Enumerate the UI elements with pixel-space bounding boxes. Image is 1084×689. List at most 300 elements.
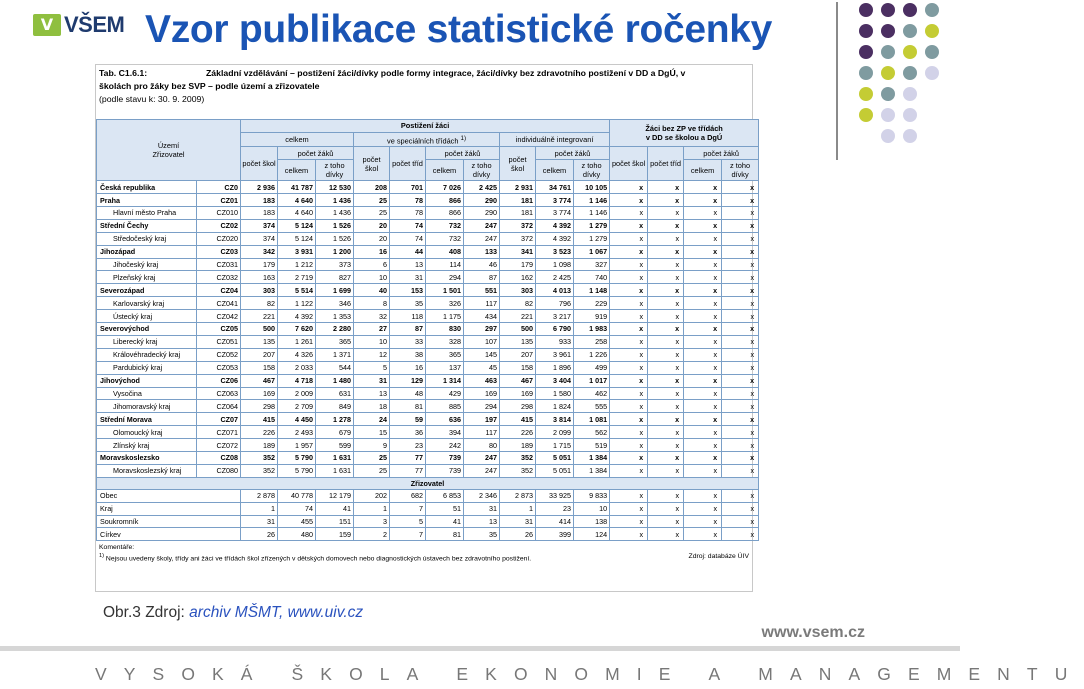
founder-name-cell: Obec	[97, 489, 241, 502]
decorative-dot	[859, 87, 873, 101]
table-title-line1: Základní vzdělávání – postižení žáci/dívky podle formy integrace, žáci/dívky bez zdravotního postižení v DD a DgÚ, v	[206, 68, 686, 78]
value-cell: 163	[241, 271, 278, 284]
value-cell: x	[722, 426, 759, 439]
region-code-cell: CZ051	[197, 335, 241, 348]
value-cell: 346	[316, 297, 354, 310]
header-pupil-count: počet žáků	[278, 147, 354, 160]
value-cell: x	[722, 310, 759, 323]
header-school-count: počet škol	[610, 147, 648, 181]
value-cell: 4 013	[536, 284, 574, 297]
value-cell: 434	[464, 310, 500, 323]
decorative-dot-grid	[849, 0, 949, 150]
table-code: Tab. C1.6.1:	[99, 68, 148, 78]
value-cell: x	[684, 245, 722, 258]
value-cell: 328	[426, 335, 464, 348]
table-heading	[96, 65, 752, 119]
decorative-dot	[903, 87, 917, 101]
value-cell: 298	[500, 400, 536, 413]
value-cell: 5 051	[536, 451, 574, 464]
value-cell: 1 631	[316, 451, 354, 464]
value-cell: 3 774	[536, 194, 574, 207]
table-row	[97, 361, 759, 374]
value-cell: 4 392	[278, 310, 316, 323]
value-cell: 4 392	[536, 232, 574, 245]
decorative-dot	[859, 3, 873, 17]
value-cell: x	[722, 323, 759, 336]
table-row	[97, 181, 759, 194]
value-cell: x	[722, 245, 759, 258]
table-row	[97, 502, 759, 515]
value-cell: 1 081	[574, 413, 610, 426]
value-cell: 1 580	[536, 387, 574, 400]
value-cell: 41 787	[278, 181, 316, 194]
value-cell: 181	[500, 207, 536, 220]
header-school-count: počet škol	[500, 147, 536, 181]
value-cell: x	[648, 348, 684, 361]
value-cell: 226	[241, 426, 278, 439]
value-cell: 399	[536, 528, 574, 541]
founder-rows	[97, 489, 759, 541]
region-code-cell: CZ041	[197, 297, 241, 310]
value-cell: 179	[241, 258, 278, 271]
value-cell: x	[648, 400, 684, 413]
value-cell: 31	[464, 502, 500, 515]
value-cell: x	[684, 181, 722, 194]
value-cell: x	[722, 528, 759, 541]
region-name-cell: Jihovýchod	[97, 374, 197, 387]
value-cell: x	[722, 297, 759, 310]
table-row	[97, 489, 759, 502]
footnote: $^{1)}$ Nejsou uvedeny školy, třídy ani žáci ve třídách škol zřízených v dětských domovech nebo diagnostických ústavech bez zdravotního postižení. Zdroj: databáze ÚIV	[99, 553, 749, 563]
value-cell: x	[722, 258, 759, 271]
value-cell: 394	[426, 426, 464, 439]
decorative-dot	[859, 66, 873, 80]
decorative-dot	[925, 3, 939, 17]
value-cell: x	[648, 297, 684, 310]
value-cell: 247	[464, 451, 500, 464]
region-code-cell: CZ06	[197, 374, 241, 387]
value-cell: x	[610, 323, 648, 336]
value-cell: 2 493	[278, 426, 316, 439]
region-code-cell: CZ04	[197, 284, 241, 297]
header-total: celkem	[536, 160, 574, 181]
value-cell: 59	[390, 413, 426, 426]
value-cell: 1 067	[574, 245, 610, 258]
footer-school-name: VYSOKÁ ŠKOLA EKONOMIE A MANAGEMENTU	[95, 664, 1084, 684]
value-cell: 739	[426, 451, 464, 464]
value-cell: 9 833	[574, 489, 610, 502]
region-code-cell: CZ064	[197, 400, 241, 413]
value-cell: 1 699	[316, 284, 354, 297]
value-cell: 208	[354, 181, 390, 194]
value-cell: x	[684, 207, 722, 220]
value-cell: x	[648, 528, 684, 541]
value-cell: 1 526	[316, 232, 354, 245]
value-cell: 3 814	[536, 413, 574, 426]
table-row	[97, 232, 759, 245]
value-cell: 303	[500, 284, 536, 297]
region-code-cell: CZ05	[197, 323, 241, 336]
value-cell: 1 200	[316, 245, 354, 258]
value-cell: 153	[390, 284, 426, 297]
value-cell: 374	[241, 219, 278, 232]
value-cell: 33 925	[536, 489, 574, 502]
value-cell: 1 122	[278, 297, 316, 310]
value-cell: 1 146	[574, 207, 610, 220]
value-cell: 41	[316, 502, 354, 515]
value-cell: 341	[500, 245, 536, 258]
value-cell: 169	[500, 387, 536, 400]
value-cell: 247	[464, 464, 500, 477]
value-cell: x	[722, 374, 759, 387]
value-cell: 183	[241, 194, 278, 207]
value-cell: x	[684, 426, 722, 439]
value-cell: 739	[426, 464, 464, 477]
decorative-dot	[881, 3, 895, 17]
value-cell: 26	[241, 528, 278, 541]
value-cell: x	[684, 323, 722, 336]
value-cell: x	[610, 335, 648, 348]
value-cell: 13	[390, 258, 426, 271]
value-cell: 701	[390, 181, 426, 194]
value-cell: 7	[390, 528, 426, 541]
value-cell: 365	[426, 348, 464, 361]
value-cell: 830	[426, 323, 464, 336]
value-cell: 1 017	[574, 374, 610, 387]
value-cell: x	[610, 219, 648, 232]
value-cell: 31	[241, 515, 278, 528]
value-cell: 682	[390, 489, 426, 502]
value-cell: 2 873	[500, 489, 536, 502]
slide-title: Vzor publikace statistické ročenky	[145, 8, 773, 51]
header-total: celkem	[278, 160, 316, 181]
value-cell: 81	[426, 528, 464, 541]
value-cell: 5 514	[278, 284, 316, 297]
value-cell: x	[648, 335, 684, 348]
value-cell: 20	[354, 219, 390, 232]
value-cell: 117	[464, 297, 500, 310]
decorative-dot	[903, 3, 917, 17]
value-cell: 5 124	[278, 219, 316, 232]
value-cell: 3 404	[536, 374, 574, 387]
table-row	[97, 374, 759, 387]
value-cell: 827	[316, 271, 354, 284]
value-cell: x	[610, 502, 648, 515]
value-cell: 919	[574, 310, 610, 323]
value-cell: x	[722, 413, 759, 426]
value-cell: 221	[500, 310, 536, 323]
value-cell: 24	[354, 413, 390, 426]
value-cell: 3	[354, 515, 390, 528]
value-cell: 226	[500, 426, 536, 439]
value-cell: x	[648, 310, 684, 323]
value-cell: 181	[500, 194, 536, 207]
region-name-cell: Olomoucký kraj	[97, 426, 197, 439]
value-cell: x	[722, 219, 759, 232]
value-cell: x	[648, 451, 684, 464]
value-cell: 158	[241, 361, 278, 374]
value-cell: 124	[574, 528, 610, 541]
value-cell: x	[684, 451, 722, 464]
region-name-cell: Jihomoravský kraj	[97, 400, 197, 413]
value-cell: 38	[390, 348, 426, 361]
value-cell: 372	[500, 219, 536, 232]
value-cell: 7	[390, 502, 426, 515]
value-cell: 10 105	[574, 181, 610, 194]
region-name-cell: Střední Morava	[97, 413, 197, 426]
region-name-cell: Severovýchod	[97, 323, 197, 336]
table-row	[97, 258, 759, 271]
header-special-classes: ve speciálních třídách $^{1)}$	[354, 132, 500, 146]
value-cell: 467	[241, 374, 278, 387]
value-cell: x	[610, 413, 648, 426]
value-cell: 189	[500, 439, 536, 452]
table-row	[97, 348, 759, 361]
decorative-dot	[859, 24, 873, 38]
value-cell: 679	[316, 426, 354, 439]
value-cell: 25	[354, 464, 390, 477]
value-cell: 41	[426, 515, 464, 528]
region-name-cell: Hlavní město Praha	[97, 207, 197, 220]
value-cell: 40	[354, 284, 390, 297]
founder-name-cell: Soukromník	[97, 515, 241, 528]
value-cell: 159	[316, 528, 354, 541]
value-cell: x	[648, 426, 684, 439]
value-cell: x	[610, 361, 648, 374]
value-cell: x	[684, 219, 722, 232]
value-cell: 1 480	[316, 374, 354, 387]
region-name-cell: Moravskoslezsko	[97, 451, 197, 464]
value-cell: 1 353	[316, 310, 354, 323]
value-cell: 162	[500, 271, 536, 284]
value-cell: x	[684, 284, 722, 297]
value-cell: x	[610, 528, 648, 541]
value-cell: 5	[390, 515, 426, 528]
value-cell: 636	[426, 413, 464, 426]
table-row	[97, 426, 759, 439]
value-cell: x	[722, 271, 759, 284]
value-cell: 82	[241, 297, 278, 310]
region-name-cell: Zlínský kraj	[97, 439, 197, 452]
header-girls: z toho dívky	[316, 160, 354, 181]
value-cell: 207	[241, 348, 278, 361]
region-code-cell: CZ031	[197, 258, 241, 271]
value-cell: x	[648, 271, 684, 284]
value-cell: 3 523	[536, 245, 574, 258]
region-name-cell: Česká republika	[97, 181, 197, 194]
value-cell: 5 790	[278, 451, 316, 464]
value-cell: 10	[354, 335, 390, 348]
founder-name-cell: Kraj	[97, 502, 241, 515]
value-cell: 78	[390, 207, 426, 220]
value-cell: x	[722, 400, 759, 413]
value-cell: 1 279	[574, 232, 610, 245]
value-cell: 135	[500, 335, 536, 348]
value-cell: x	[610, 258, 648, 271]
value-cell: x	[610, 181, 648, 194]
value-cell: 1 212	[278, 258, 316, 271]
value-cell: 1	[241, 502, 278, 515]
decorative-dot	[925, 24, 939, 38]
region-code-cell: CZ063	[197, 387, 241, 400]
region-name-cell: Středočeský kraj	[97, 232, 197, 245]
value-cell: 1 261	[278, 335, 316, 348]
value-cell: 2 099	[536, 426, 574, 439]
header-total: celkem	[241, 132, 354, 146]
value-cell: x	[648, 245, 684, 258]
value-cell: 16	[390, 361, 426, 374]
decorative-dot	[859, 108, 873, 122]
value-cell: 16	[354, 245, 390, 258]
value-cell: 2 425	[536, 271, 574, 284]
table-row	[97, 387, 759, 400]
table-row	[97, 335, 759, 348]
value-cell: x	[648, 387, 684, 400]
value-cell: 1 146	[574, 194, 610, 207]
region-code-cell: CZ042	[197, 310, 241, 323]
value-cell: x	[722, 194, 759, 207]
value-cell: x	[684, 400, 722, 413]
value-cell: x	[722, 207, 759, 220]
table-row	[97, 310, 759, 323]
value-cell: 429	[426, 387, 464, 400]
value-cell: x	[648, 489, 684, 502]
value-cell: 2 280	[316, 323, 354, 336]
value-cell: 31	[354, 374, 390, 387]
region-code-cell: CZ01	[197, 194, 241, 207]
value-cell: 197	[464, 413, 500, 426]
value-cell: x	[722, 361, 759, 374]
region-name-cell: Střední Čechy	[97, 219, 197, 232]
decorative-dot	[881, 45, 895, 59]
header-school-count: počet škol	[354, 147, 390, 181]
website-url: www.vsem.cz	[761, 624, 865, 641]
value-cell: 1	[354, 502, 390, 515]
value-cell: x	[684, 528, 722, 541]
footer-divider	[0, 646, 960, 651]
caption-label: Obr.3 Zdroj:	[103, 604, 190, 621]
decorative-dot	[903, 66, 917, 80]
table-row	[97, 194, 759, 207]
value-cell: 2 346	[464, 489, 500, 502]
value-cell: x	[684, 348, 722, 361]
value-cell: x	[648, 374, 684, 387]
value-cell: 12 530	[316, 181, 354, 194]
value-cell: 849	[316, 400, 354, 413]
value-cell: 519	[574, 439, 610, 452]
logo-mark: V	[33, 14, 61, 36]
value-cell: 415	[241, 413, 278, 426]
value-cell: x	[684, 387, 722, 400]
value-cell: x	[722, 439, 759, 452]
value-cell: 77	[390, 451, 426, 464]
region-code-cell: CZ020	[197, 232, 241, 245]
value-cell: x	[610, 374, 648, 387]
value-cell: 365	[316, 335, 354, 348]
value-cell: 40 778	[278, 489, 316, 502]
header-girls: z toho dívky	[574, 160, 610, 181]
region-code-cell: CZ072	[197, 439, 241, 452]
decorative-dot	[925, 45, 939, 59]
value-cell: 137	[426, 361, 464, 374]
founder-section	[97, 477, 759, 489]
value-cell: 78	[390, 194, 426, 207]
value-cell: 151	[316, 515, 354, 528]
value-cell: x	[610, 400, 648, 413]
value-cell: 1 436	[316, 207, 354, 220]
value-cell: 5 790	[278, 464, 316, 477]
value-cell: x	[684, 413, 722, 426]
value-cell: 4 450	[278, 413, 316, 426]
value-cell: x	[722, 502, 759, 515]
value-cell: 229	[574, 297, 610, 310]
value-cell: 74	[278, 502, 316, 515]
header-girls: z toho dívky	[722, 160, 759, 181]
header-total: celkem	[426, 160, 464, 181]
value-cell: x	[722, 232, 759, 245]
value-cell: x	[684, 194, 722, 207]
value-cell: 9	[354, 439, 390, 452]
value-cell: 4 326	[278, 348, 316, 361]
region-code-cell: CZ07	[197, 413, 241, 426]
statistics-table-image	[95, 64, 753, 592]
value-cell: x	[722, 451, 759, 464]
value-cell: 221	[241, 310, 278, 323]
value-cell: 12	[354, 348, 390, 361]
value-cell: 2 931	[500, 181, 536, 194]
value-cell: x	[610, 451, 648, 464]
value-cell: 5 124	[278, 232, 316, 245]
value-cell: 352	[500, 451, 536, 464]
header-pupils-without-disability: Žáci bez ZP ve třídách v DD se školou a DgÚ	[610, 120, 759, 147]
table-row	[97, 515, 759, 528]
region-rows	[97, 181, 759, 477]
value-cell: 297	[464, 323, 500, 336]
value-cell: 18	[354, 400, 390, 413]
value-cell: x	[722, 464, 759, 477]
value-cell: x	[684, 361, 722, 374]
value-cell: 2 878	[241, 489, 278, 502]
value-cell: 3 931	[278, 245, 316, 258]
value-cell: 866	[426, 207, 464, 220]
value-cell: 45	[464, 361, 500, 374]
value-cell: x	[610, 297, 648, 310]
value-cell: 25	[354, 194, 390, 207]
region-name-cell: Plzeňský kraj	[97, 271, 197, 284]
value-cell: 25	[354, 207, 390, 220]
value-cell: x	[684, 258, 722, 271]
value-cell: 480	[278, 528, 316, 541]
value-cell: 36	[390, 426, 426, 439]
value-cell: 933	[536, 335, 574, 348]
value-cell: 373	[316, 258, 354, 271]
value-cell: 179	[500, 258, 536, 271]
value-cell: 1 148	[574, 284, 610, 297]
value-cell: 1 526	[316, 219, 354, 232]
value-cell: 44	[390, 245, 426, 258]
value-cell: x	[648, 323, 684, 336]
value-cell: 48	[390, 387, 426, 400]
decorative-dot	[881, 87, 895, 101]
value-cell: 1 278	[316, 413, 354, 426]
region-name-cell: Jihozápad	[97, 245, 197, 258]
value-cell: 455	[278, 515, 316, 528]
value-cell: x	[684, 335, 722, 348]
decorative-dot	[859, 45, 873, 59]
header-pupil-count: počet žáků	[426, 147, 500, 160]
region-name-cell: Liberecký kraj	[97, 335, 197, 348]
table-row	[97, 219, 759, 232]
